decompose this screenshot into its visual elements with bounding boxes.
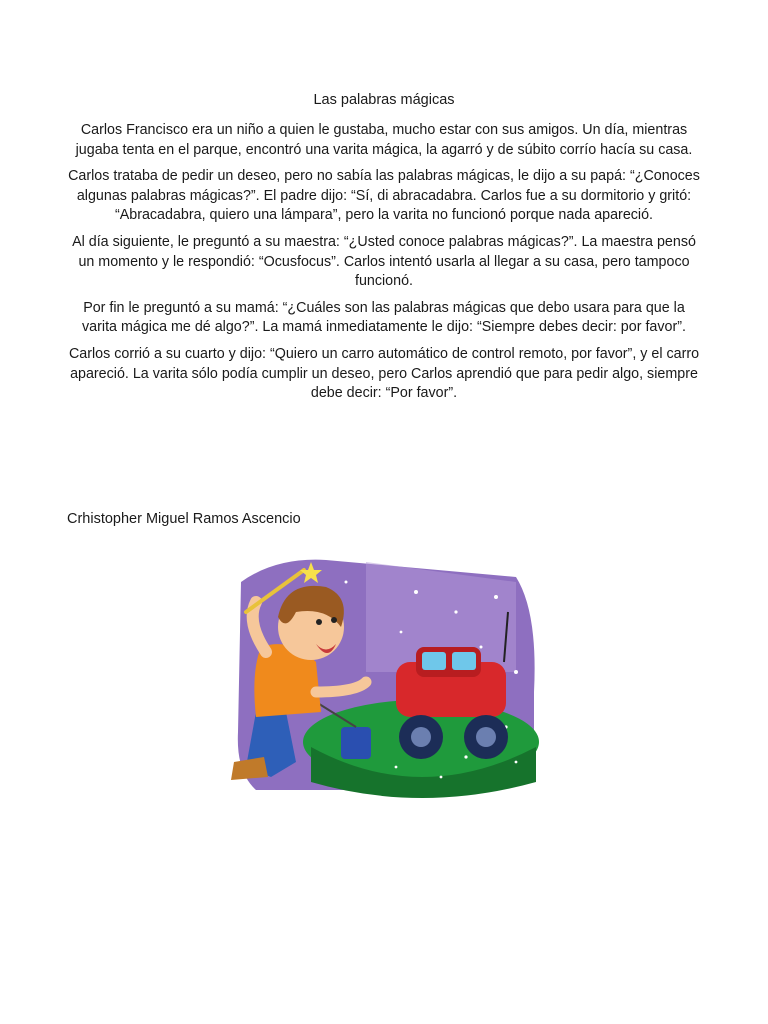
paragraph-3: Al día siguiente, le preguntó a su maestra: “¿Usted conoce palabras mágicas?”. La maestra pensó un momento y le respondió: “Ocusfocus”. Carlos intentó usarla al llegar a su casa, pero tampoco funcionó. (72, 233, 696, 290)
boy-with-magic-wand-and-rc-car-illustration (216, 552, 546, 812)
paragraph-4: Por fin le preguntó a su mamá: “¿Cuáles son las palabras mágicas que debo usara para que la varita mágica me dé algo?”. La mamá inmediatamente le dijo: “Siempre debes decir: por favor”. (82, 299, 686, 336)
author-name: Crhistopher Miguel Ramos Ascencio (67, 511, 301, 527)
paragraph-5: Carlos corrió a su cuarto y dijo: “Quiero un carro automático de control remoto, por favor”, y el carro apareció. La varita sólo podía cumplir un deseo, pero Carlos aprendió que para pedir algo, siempre debe decir: “Por favor”. (68, 345, 700, 402)
paragraph-1: Carlos Francisco era un niño a quien le gustaba, mucho estar con sus amigos. Un día, mientras jugaba tenta en el parque, encontró una varita mágica, la agarró y de súbito corrío hacía su casa. (75, 122, 693, 158)
paragraph-2: Carlos trataba de pedir un deseo, pero no sabía las palabras mágicas, le dijo a su papá: “¿Conoces algunas palabras mágicas?”. El padre dijo: “Sí, di abracadabra. Carlos fue a su dormitorio y gritó: “Abracadabra, quiero una lámpara”, pero la varita no funcionó porque nada apareció. (68, 168, 700, 224)
story-body (66, 121, 702, 411)
story-title: Las palabras mágicas (313, 92, 455, 108)
